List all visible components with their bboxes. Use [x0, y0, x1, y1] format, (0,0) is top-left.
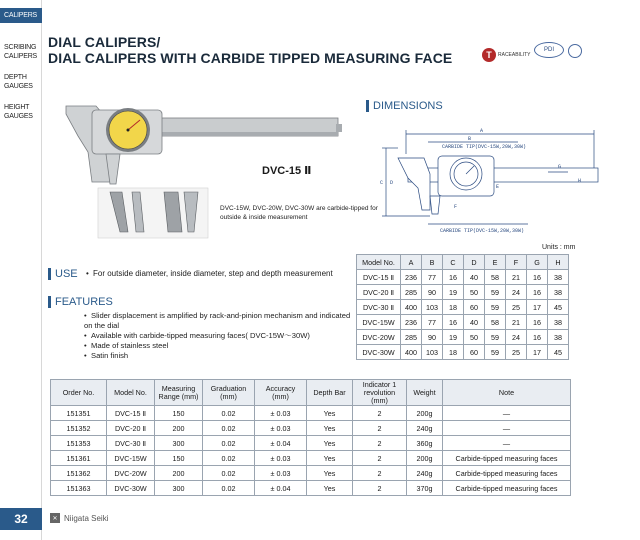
section-bar-icon	[366, 100, 369, 112]
bullet-icon: •	[84, 351, 87, 360]
dims-cell: 16	[527, 285, 548, 300]
order-cell: 2	[353, 421, 407, 436]
dims-cell: DVC-15W	[357, 315, 401, 330]
order-cell: DVC-15 Ⅱ	[107, 406, 155, 421]
dims-cell: 285	[401, 285, 422, 300]
features-heading-text: FEATURES	[55, 296, 113, 308]
order-cell: 200	[155, 466, 203, 481]
feature-item	[84, 351, 354, 361]
bullet-icon: •	[84, 331, 87, 340]
dimensions-table-body	[357, 270, 569, 360]
traceability-mark-icon: T	[482, 48, 496, 62]
dims-cell: 236	[401, 315, 422, 330]
dims-cell: 17	[527, 300, 548, 315]
dims-cell: 400	[401, 345, 422, 360]
order-cell: 151353	[51, 436, 107, 451]
order-header-order-no: Order No.	[51, 380, 107, 406]
dims-header-g: G	[527, 255, 548, 270]
dims-cell: 25	[506, 300, 527, 315]
order-cell: —	[443, 406, 571, 421]
dims-cell: 400	[401, 300, 422, 315]
dims-cell: 38	[548, 315, 569, 330]
feature-text: Slider displacement is amplified by rack-and-pinion mechanism and indicated on the dial	[84, 311, 351, 330]
order-cell: 150	[155, 451, 203, 466]
order-cell: 150	[155, 406, 203, 421]
dims-cell: 50	[464, 285, 485, 300]
order-cell: ± 0.03	[255, 466, 307, 481]
order-cell: 300	[155, 481, 203, 496]
pdi-ring-icon	[568, 44, 582, 58]
order-cell: 151362	[51, 466, 107, 481]
bullet-icon: •	[84, 341, 87, 350]
order-cell: 2	[353, 466, 407, 481]
order-table	[50, 379, 571, 496]
order-cell: 200g	[407, 406, 443, 421]
drawing-letter-e: E	[496, 184, 500, 190]
order-cell: 0.02	[203, 421, 255, 436]
dims-cell: 58	[485, 315, 506, 330]
dims-cell: 45	[548, 345, 569, 360]
dims-header-e: E	[485, 255, 506, 270]
order-cell: ± 0.03	[255, 406, 307, 421]
drawing-letter-c: C	[380, 180, 384, 186]
order-cell: ± 0.04	[255, 436, 307, 451]
dimensions-table-row	[357, 345, 569, 360]
use-description-text: For outside diameter, inside diameter, step and depth measurement	[93, 269, 333, 278]
dims-cell: 60	[464, 345, 485, 360]
section-bar-icon	[48, 296, 51, 308]
dims-cell: 18	[443, 345, 464, 360]
section-bar-icon	[48, 268, 51, 280]
order-cell: 0.02	[203, 451, 255, 466]
dims-header-d: D	[464, 255, 485, 270]
dims-cell: 24	[506, 330, 527, 345]
units-label: Units : mm	[542, 244, 576, 251]
dims-cell: 16	[527, 330, 548, 345]
order-cell: Yes	[307, 481, 353, 496]
dims-cell: 58	[485, 270, 506, 285]
order-cell: 240g	[407, 466, 443, 481]
order-header-model-no: Model No.	[107, 380, 155, 406]
order-cell: 300	[155, 436, 203, 451]
dims-cell: 59	[485, 330, 506, 345]
page-title-line1: DIAL CALIPERS/	[48, 34, 161, 50]
feature-text: Available with carbide-tipped measuring faces( DVC-15W～30W)	[91, 331, 310, 340]
order-table-row	[51, 421, 571, 436]
dims-header-model: Model No.	[357, 255, 401, 270]
order-cell: 151351	[51, 406, 107, 421]
order-cell: 2	[353, 406, 407, 421]
order-header-note: Note	[443, 380, 571, 406]
order-cell: 0.02	[203, 481, 255, 496]
dims-cell: 285	[401, 330, 422, 345]
product-caption: DVC-15W, DVC-20W, DVC-30W are carbide-tipped for outside & inside measurement	[220, 205, 378, 221]
feature-item	[84, 311, 354, 331]
dims-cell: DVC-30 Ⅱ	[357, 300, 401, 315]
dims-cell: 50	[464, 330, 485, 345]
order-cell: ± 0.04	[255, 481, 307, 496]
order-table-row	[51, 406, 571, 421]
order-cell: DVC-20W	[107, 466, 155, 481]
dims-cell: DVC-15 Ⅱ	[357, 270, 401, 285]
order-cell: Yes	[307, 421, 353, 436]
caliper-dimension-drawing-icon	[368, 128, 608, 238]
order-cell: 2	[353, 451, 407, 466]
sidebar-item-scribing-calipers[interactable]: SCRIBING CALIPERS	[4, 44, 38, 60]
traceability-logo	[482, 48, 531, 62]
order-cell: 370g	[407, 481, 443, 496]
order-header-graduation: Graduation (mm)	[203, 380, 255, 406]
dims-cell: 59	[485, 285, 506, 300]
dims-cell: 103	[422, 345, 443, 360]
features-list	[84, 311, 354, 361]
brand-mark-icon: ✕	[50, 513, 60, 523]
order-table-row	[51, 466, 571, 481]
order-header-range: Measuring Range (mm)	[155, 380, 203, 406]
dimensions-table-row	[357, 315, 569, 330]
dims-header-b: B	[422, 255, 443, 270]
drawing-label-top: CARBIDE TIP(DVC-15W,20W,30W)	[442, 144, 527, 150]
sidebar-item-depth-gauges[interactable]: DEPTH GAUGES	[4, 74, 33, 90]
page-number: 32	[0, 508, 42, 530]
dims-cell: 38	[548, 270, 569, 285]
order-table-row	[51, 436, 571, 451]
sidebar-item-height-gauges[interactable]: HEIGHT GAUGES	[4, 104, 33, 120]
dims-cell: 16	[527, 270, 548, 285]
bullet-icon: •	[86, 269, 89, 278]
drawing-letter-h: H	[578, 178, 582, 184]
product-model-label: DVC-15 Ⅱ	[262, 165, 312, 177]
dimensions-table-row	[357, 330, 569, 345]
dims-cell: DVC-30W	[357, 345, 401, 360]
dimensions-heading	[366, 100, 443, 112]
dims-cell: 24	[506, 285, 527, 300]
dims-cell: DVC-20 Ⅱ	[357, 285, 401, 300]
dims-cell: 16	[443, 270, 464, 285]
dims-cell: 17	[527, 345, 548, 360]
dims-cell: 59	[485, 345, 506, 360]
dims-cell: 16	[527, 315, 548, 330]
dims-header-h: H	[548, 255, 569, 270]
order-cell: 151352	[51, 421, 107, 436]
drawing-label-bottom: CARBIDE TIP(DVC-15W,20W,30W)	[440, 228, 525, 234]
traceability-text: RACEABILITY	[498, 52, 531, 58]
drawing-letter-f: F	[454, 204, 458, 210]
order-cell: Carbide-tipped measuring faces	[443, 451, 571, 466]
order-table-row	[51, 481, 571, 496]
dims-cell: 40	[464, 270, 485, 285]
order-cell: 2	[353, 436, 407, 451]
dims-cell: 45	[548, 300, 569, 315]
dims-cell: 21	[506, 315, 527, 330]
drawing-letter-g: G	[558, 164, 562, 170]
dims-cell: 21	[506, 270, 527, 285]
order-cell: 0.02	[203, 466, 255, 481]
order-cell: 151361	[51, 451, 107, 466]
order-cell: 200	[155, 421, 203, 436]
footer-brand-text: Niigata Seiki	[64, 513, 109, 523]
order-cell: —	[443, 436, 571, 451]
order-cell: DVC-30 Ⅱ	[107, 436, 155, 451]
order-cell: Yes	[307, 406, 353, 421]
use-description	[86, 269, 346, 279]
drawing-letter-a: A	[480, 128, 484, 134]
order-header-accuracy: Accuracy (mm)	[255, 380, 307, 406]
dims-cell: 59	[485, 300, 506, 315]
dims-cell: 25	[506, 345, 527, 360]
use-heading	[48, 268, 78, 280]
page-title-line2: DIAL CALIPERS WITH CARBIDE TIPPED MEASURING FACE	[48, 50, 453, 66]
dims-cell: 90	[422, 285, 443, 300]
feature-item	[84, 331, 354, 341]
order-table-row	[51, 451, 571, 466]
order-cell: 200g	[407, 451, 443, 466]
order-cell: Yes	[307, 436, 353, 451]
dims-cell: 38	[548, 285, 569, 300]
order-cell: 360g	[407, 436, 443, 451]
dimension-drawing	[368, 128, 608, 238]
dims-header-c: C	[443, 255, 464, 270]
order-header-indicator: Indicator 1 revolution (mm)	[353, 380, 407, 406]
order-cell: Carbide-tipped measuring faces	[443, 481, 571, 496]
order-cell: Carbide-tipped measuring faces	[443, 466, 571, 481]
dimensions-table	[356, 254, 569, 360]
dimensions-table-row	[357, 300, 569, 315]
sidebar-item-calipers[interactable]: CALIPERS	[0, 8, 42, 23]
dims-cell: DVC-20W	[357, 330, 401, 345]
dimensions-table-header-row	[357, 255, 569, 270]
dimensions-table-row	[357, 285, 569, 300]
order-cell: 2	[353, 481, 407, 496]
dims-cell: 77	[422, 270, 443, 285]
dims-cell: 16	[443, 315, 464, 330]
order-cell: Yes	[307, 451, 353, 466]
order-cell: Yes	[307, 466, 353, 481]
feature-text: Satin finish	[91, 351, 129, 360]
use-heading-text: USE	[55, 268, 78, 280]
order-cell: DVC-15W	[107, 451, 155, 466]
dims-cell: 19	[443, 285, 464, 300]
order-header-depth-bar: Depth Bar	[307, 380, 353, 406]
order-cell: DVC-30W	[107, 481, 155, 496]
order-table-body	[51, 406, 571, 496]
dims-cell: 90	[422, 330, 443, 345]
dims-cell: 60	[464, 300, 485, 315]
order-cell: 151363	[51, 481, 107, 496]
order-cell: 0.02	[203, 406, 255, 421]
dims-cell: 103	[422, 300, 443, 315]
order-cell: 0.02	[203, 436, 255, 451]
dimensions-heading-text: DIMENSIONS	[373, 100, 443, 112]
dims-cell: 19	[443, 330, 464, 345]
footer-brand	[50, 513, 108, 523]
dims-cell: 77	[422, 315, 443, 330]
feature-text: Made of stainless steel	[91, 341, 169, 350]
pdi-logo: PDI	[534, 42, 564, 58]
sidebar-nav	[0, 0, 42, 540]
order-cell: DVC-20 Ⅱ	[107, 421, 155, 436]
dims-cell: 40	[464, 315, 485, 330]
order-header-weight: Weight	[407, 380, 443, 406]
order-table-header-row	[51, 380, 571, 406]
dimensions-table-row	[357, 270, 569, 285]
order-cell: ± 0.03	[255, 451, 307, 466]
dims-cell: 38	[548, 330, 569, 345]
order-cell: —	[443, 421, 571, 436]
bullet-icon: •	[84, 311, 87, 320]
order-cell: ± 0.03	[255, 421, 307, 436]
order-cell: 240g	[407, 421, 443, 436]
dims-header-a: A	[401, 255, 422, 270]
dims-cell: 18	[443, 300, 464, 315]
dims-cell: 236	[401, 270, 422, 285]
dims-header-f: F	[506, 255, 527, 270]
drawing-letter-b: B	[468, 136, 472, 142]
feature-item	[84, 341, 354, 351]
drawing-letter-d: D	[390, 180, 394, 186]
features-heading	[48, 296, 113, 308]
